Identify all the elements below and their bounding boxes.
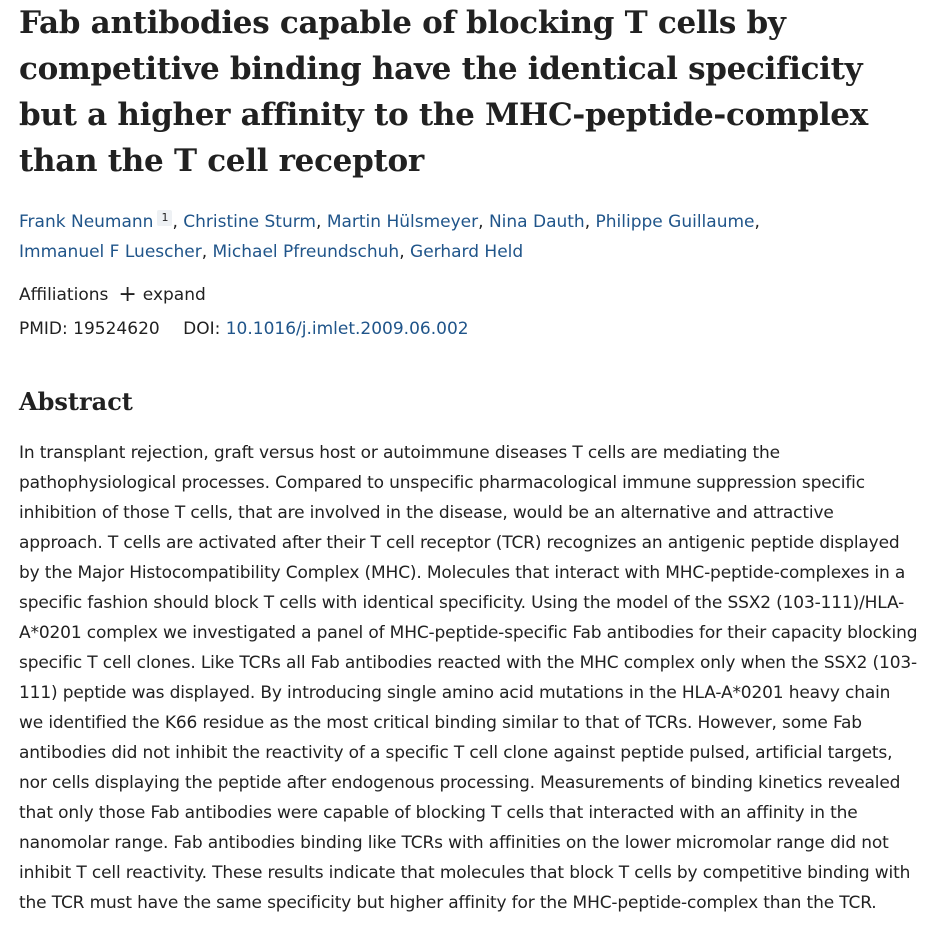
author-separator: ,	[399, 242, 411, 262]
author-link[interactable]: Michael Pfreundschuh	[212, 242, 400, 262]
author-link[interactable]: Frank Neumann	[19, 212, 154, 232]
affiliations-row	[19, 283, 919, 307]
author-link[interactable]: Christine Sturm	[183, 212, 316, 232]
author-link[interactable]: Gerhard Held	[410, 242, 524, 262]
affiliations-label: Affiliations	[19, 285, 109, 305]
author-link[interactable]: Martin Hülsmeyer	[326, 212, 479, 232]
pmid-label: PMID:	[19, 319, 68, 339]
author-link[interactable]: Immanuel F Luescher	[19, 242, 202, 262]
expand-affiliations-button[interactable]	[118, 283, 205, 307]
expand-label: expand	[142, 285, 206, 305]
author-separator: ,	[172, 212, 184, 232]
plus-icon: +	[118, 282, 137, 307]
identifiers-row	[19, 317, 919, 341]
doi-label: DOI:	[183, 319, 221, 339]
author-separator: ,	[201, 242, 213, 262]
author-separator: ,	[754, 212, 760, 232]
author-separator: ,	[584, 212, 596, 232]
article-title: Fab antibodies capable of blocking T cells by competitive binding have the identical specificity but a higher affinity to the MHC-peptide-complex than the T cell receptor	[19, 5, 868, 179]
author-separator: ,	[316, 212, 327, 232]
author-separator: ,	[478, 212, 489, 232]
author-link[interactable]: Philippe Guillaume	[595, 212, 755, 232]
author-link[interactable]: Nina Dauth	[488, 212, 585, 232]
doi-link[interactable]: 10.1016/j.imlet.2009.06.002	[225, 319, 469, 339]
article-page	[19, 0, 919, 935]
authors-list	[19, 207, 919, 267]
abstract-text: In transplant rejection, graft versus host or autoimmune diseases T cells are mediating the pathophysiological processes. Compared to unspecific pharmacological immune suppression specific inhibition of those T cells, that are involved in the disease, would be an alternative and attractive approach. T cells are activated after their T cell receptor (TCR) recognizes an antigenic peptide displayed by the Major Histocompatibility Complex (MHC). Molecules that interact with MHC-peptide-complexes in a specific fashion should block T cells with identical specificity. Using the model of the SSX2 (103-111)/HLA-A*0201 complex we investigated a panel of MHC-peptide-specific Fab antibodies for their capacity blocking specific T cell clones. Like TCRs all Fab antibodies reacted with the MHC complex only when the SSX2 (103-111) peptide was displayed. By introducing single amino acid mutations in the HLA-A*0201 heavy chain we identified the K66 residue as the most critical binding similar to that of TCRs. However, some Fab antibodies did not inhibit the reactivity of a specific T cell clone against peptide pulsed, artificial targets, nor cells displaying the peptide after endogenous processing. Measurements of binding kinetics revealed that only those Fab antibodies were capable of blocking T cells that interacted with an affinity in the nanomolar range. Fab antibodies binding like TCRs with affinities on the lower micromolar range did not inhibit T cell reactivity. These results indicate that molecules that block T cells by competitive binding with the TCR must have the same specificity but higher affinity for the MHC-peptide-complex than the TCR.	[19, 443, 918, 913]
abstract-heading: Abstract	[19, 387, 133, 416]
pmid-value: 19524620	[73, 319, 160, 339]
affiliation-number-badge[interactable]: 1	[157, 210, 172, 226]
